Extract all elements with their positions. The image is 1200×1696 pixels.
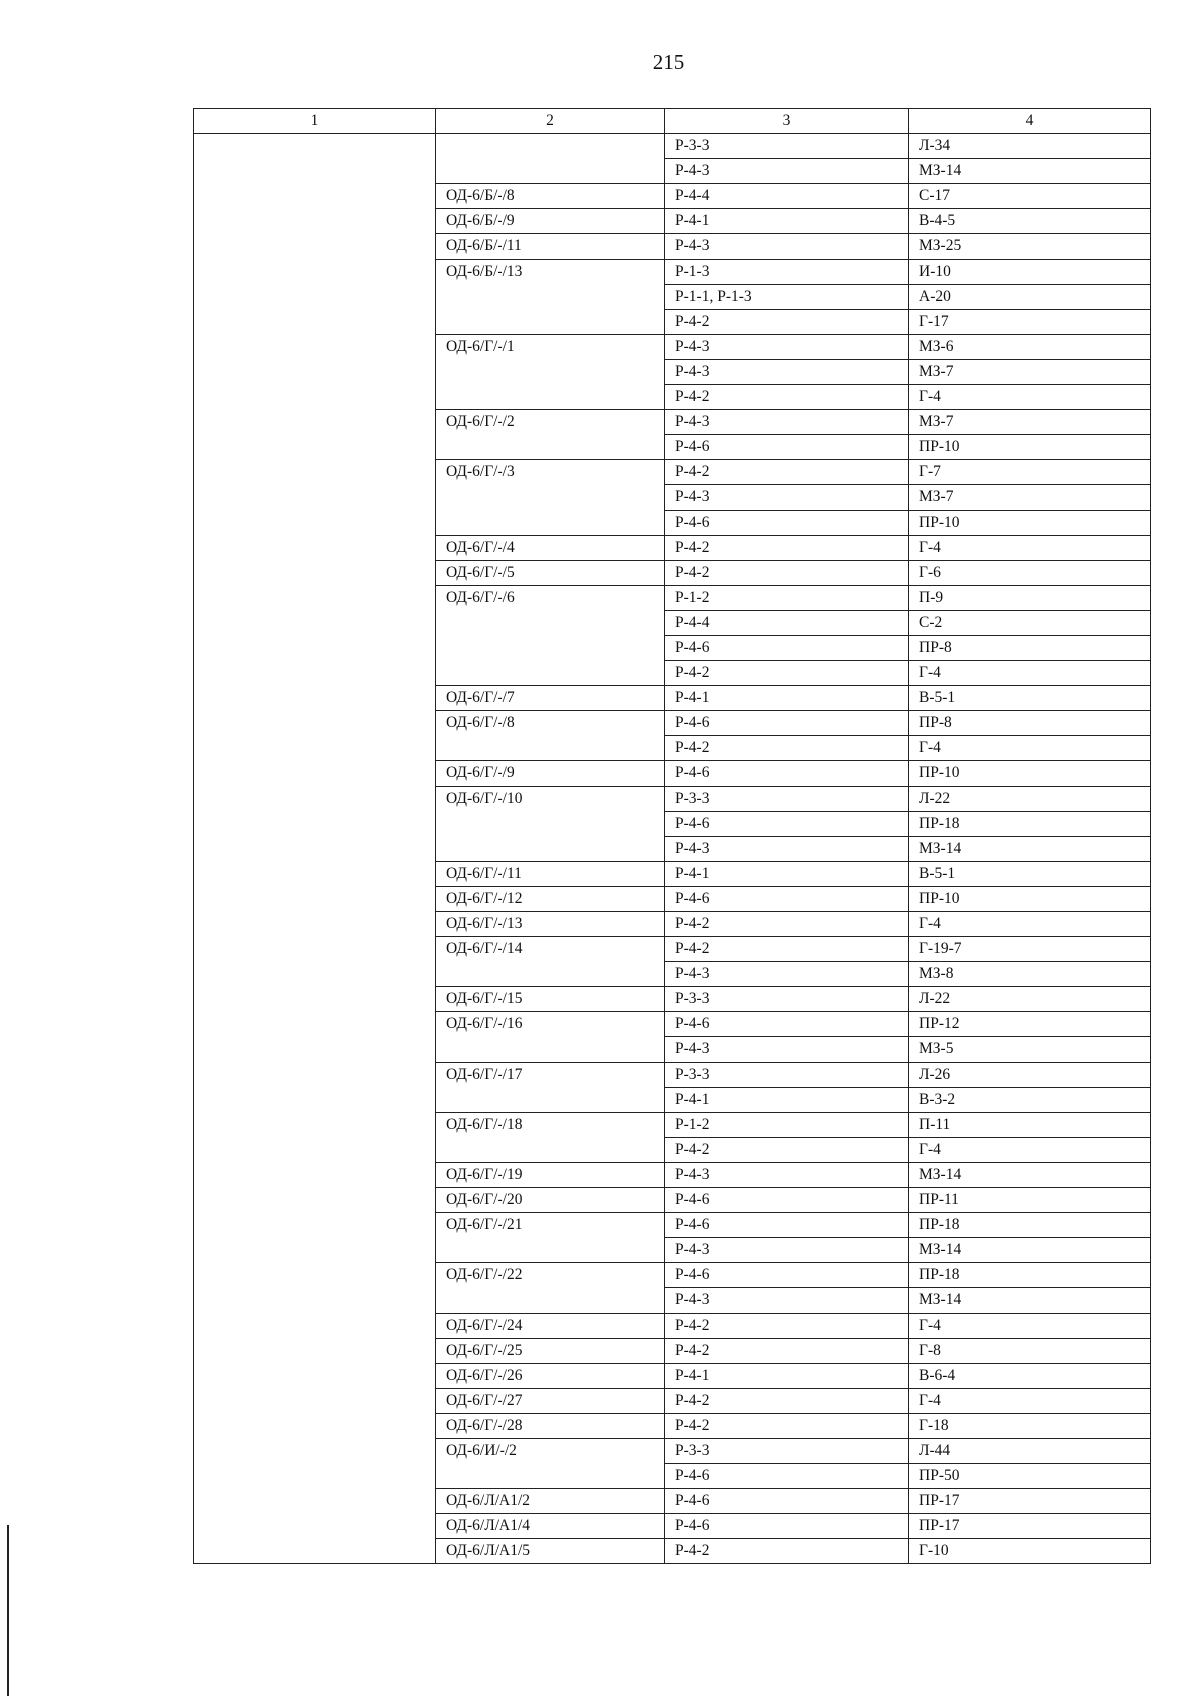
reference-cell: Р-4-2	[665, 1388, 909, 1413]
index-cell: Л-34	[909, 134, 1151, 159]
reference-cell: Р-4-3	[665, 234, 909, 259]
index-cell: Л-44	[909, 1438, 1151, 1463]
object-code-cell: ОД-6/Г/-/4	[436, 535, 665, 560]
index-cell: МЗ-6	[909, 334, 1151, 359]
index-cell: ПР-50	[909, 1464, 1151, 1489]
index-cell: П-9	[909, 585, 1151, 610]
index-cell: МЗ-14	[909, 1288, 1151, 1313]
reference-cell: Р-4-6	[665, 435, 909, 460]
column-header-3: 3	[665, 109, 909, 134]
object-code-cell: ОД-6/Г/-/28	[436, 1413, 665, 1438]
object-code-cell: ОД-6/Б/-/8	[436, 184, 665, 209]
index-cell: ПР-12	[909, 1012, 1151, 1037]
reference-cell: Р-4-6	[665, 1012, 909, 1037]
object-code-cell: ОД-6/Г/-/12	[436, 886, 665, 911]
index-cell: С-17	[909, 184, 1151, 209]
page-number: 215	[652, 50, 685, 74]
index-cell: МЗ-7	[909, 485, 1151, 510]
reference-cell: Р-1-3	[665, 259, 909, 284]
index-cell: МЗ-7	[909, 359, 1151, 384]
reference-cell: Р-4-6	[665, 1489, 909, 1514]
reference-cell: Р-1-2	[665, 585, 909, 610]
reference-cell: Р-4-3	[665, 359, 909, 384]
index-cell: В-6-4	[909, 1363, 1151, 1388]
object-code-cell: ОД-6/Г/-/27	[436, 1388, 665, 1413]
index-cell: Л-22	[909, 987, 1151, 1012]
index-cell: ПР-8	[909, 711, 1151, 736]
reference-cell: Р-3-3	[665, 987, 909, 1012]
reference-cell: Р-3-3	[665, 1438, 909, 1463]
object-code-cell: ОД-6/И/-/2	[436, 1438, 665, 1488]
object-code-cell: ОД-6/Г/-/22	[436, 1263, 665, 1313]
index-cell: МЗ-7	[909, 410, 1151, 435]
reference-cell: Р-4-1	[665, 1363, 909, 1388]
reference-cell: Р-4-3	[665, 1288, 909, 1313]
reference-cell: Р-4-3	[665, 1037, 909, 1062]
object-code-cell: ОД-6/Б/-/9	[436, 209, 665, 234]
object-code-cell: ОД-6/Г/-/2	[436, 410, 665, 460]
index-cell: П-11	[909, 1112, 1151, 1137]
index-cell: ПР-10	[909, 886, 1151, 911]
index-cell: МЗ-25	[909, 234, 1151, 259]
index-cell: И-10	[909, 259, 1151, 284]
object-code-cell: ОД-6/Г/-/17	[436, 1062, 665, 1112]
index-cell: Г-6	[909, 560, 1151, 585]
index-cell: В-3-2	[909, 1087, 1151, 1112]
index-cell: Г-4	[909, 912, 1151, 937]
reference-cell: Р-4-6	[665, 1188, 909, 1213]
index-cell: В-4-5	[909, 209, 1151, 234]
object-code-cell: ОД-6/Г/-/3	[436, 460, 665, 535]
reference-cell: Р-4-2	[665, 535, 909, 560]
index-cell: Л-26	[909, 1062, 1151, 1087]
index-cell: ПР-18	[909, 1213, 1151, 1238]
object-code-cell: ОД-6/Г/-/15	[436, 987, 665, 1012]
reference-cell: Р-4-6	[665, 811, 909, 836]
reference-cell: Р-4-4	[665, 184, 909, 209]
index-cell: Г-8	[909, 1338, 1151, 1363]
reference-cell: Р-4-3	[665, 485, 909, 510]
object-code-cell: ОД-6/Г/-/6	[436, 585, 665, 685]
reference-cell: Р-4-2	[665, 937, 909, 962]
object-code-cell: ОД-6/Г/-/10	[436, 786, 665, 861]
index-cell: МЗ-8	[909, 962, 1151, 987]
object-code-cell: ОД-6/Г/-/26	[436, 1363, 665, 1388]
index-cell: Г-4	[909, 1137, 1151, 1162]
index-cell: МЗ-14	[909, 159, 1151, 184]
reference-cell: Р-4-2	[665, 1338, 909, 1363]
reference-cell: Р-1-1, Р-1-3	[665, 284, 909, 309]
index-cell: Г-18	[909, 1413, 1151, 1438]
object-code-cell: ОД-6/Г/-/7	[436, 686, 665, 711]
column-header-2: 2	[436, 109, 665, 134]
column-1-cell	[194, 134, 436, 1564]
index-cell: МЗ-14	[909, 1162, 1151, 1187]
header-row	[194, 109, 1151, 134]
object-code-cell: ОД-6/Г/-/8	[436, 711, 665, 761]
reference-cell: Р-4-2	[665, 385, 909, 410]
index-cell: Г-19-7	[909, 937, 1151, 962]
object-code-cell: ОД-6/Г/-/24	[436, 1313, 665, 1338]
document-table	[193, 108, 1151, 1564]
reference-cell: Р-4-1	[665, 1087, 909, 1112]
index-cell: ПР-18	[909, 1263, 1151, 1288]
reference-cell: Р-4-2	[665, 1413, 909, 1438]
reference-cell: Р-3-3	[665, 134, 909, 159]
reference-cell: Р-4-6	[665, 1213, 909, 1238]
reference-cell: Р-4-2	[665, 736, 909, 761]
reference-cell: Р-4-3	[665, 962, 909, 987]
object-code-cell: ОД-6/Г/-/1	[436, 334, 665, 409]
object-code-cell: ОД-6/Г/-/20	[436, 1188, 665, 1213]
index-cell: В-5-1	[909, 686, 1151, 711]
reference-cell: Р-4-2	[665, 912, 909, 937]
object-code-cell: ОД-6/Б/-/13	[436, 259, 665, 334]
object-code-cell: ОД-6/Л/А1/2	[436, 1489, 665, 1514]
table-row	[194, 134, 1151, 159]
index-cell: ПР-11	[909, 1188, 1151, 1213]
reference-cell: Р-4-6	[665, 510, 909, 535]
reference-cell: Р-4-3	[665, 334, 909, 359]
reference-cell: Р-4-1	[665, 209, 909, 234]
index-cell: Г-4	[909, 736, 1151, 761]
index-cell: МЗ-5	[909, 1037, 1151, 1062]
column-header-4: 4	[909, 109, 1151, 134]
reference-cell: Р-4-2	[665, 1539, 909, 1564]
reference-cell: Р-4-3	[665, 159, 909, 184]
index-cell: В-5-1	[909, 861, 1151, 886]
index-cell: МЗ-14	[909, 1238, 1151, 1263]
reference-cell: Р-4-3	[665, 410, 909, 435]
reference-cell: Р-1-2	[665, 1112, 909, 1137]
reference-cell: Р-4-3	[665, 1162, 909, 1187]
reference-cell: Р-4-6	[665, 761, 909, 786]
object-code-cell: ОД-6/Г/-/21	[436, 1213, 665, 1263]
object-code-cell: ОД-6/Г/-/13	[436, 912, 665, 937]
object-code-cell: ОД-6/Л/А1/4	[436, 1514, 665, 1539]
index-cell: ПР-10	[909, 510, 1151, 535]
reference-cell: Р-4-6	[665, 711, 909, 736]
table-body	[194, 134, 1151, 1564]
reference-cell: Р-4-2	[665, 460, 909, 485]
object-code-cell: ОД-6/Г/-/14	[436, 937, 665, 987]
index-cell: Г-7	[909, 460, 1151, 485]
reference-cell: Р-4-2	[665, 1313, 909, 1338]
reference-cell: Р-3-3	[665, 1062, 909, 1087]
reference-cell: Р-4-2	[665, 1137, 909, 1162]
index-cell: МЗ-14	[909, 836, 1151, 861]
index-cell: ПР-10	[909, 761, 1151, 786]
object-code-cell	[436, 134, 665, 184]
index-cell: ПР-17	[909, 1514, 1151, 1539]
margin-scan-line	[7, 1525, 9, 1696]
object-code-cell: ОД-6/Г/-/19	[436, 1162, 665, 1187]
index-cell: ПР-10	[909, 435, 1151, 460]
index-cell: Г-4	[909, 1313, 1151, 1338]
index-cell: Г-4	[909, 661, 1151, 686]
index-cell: ПР-18	[909, 811, 1151, 836]
index-cell: ПР-17	[909, 1489, 1151, 1514]
object-code-cell: ОД-6/Г/-/5	[436, 560, 665, 585]
column-header-1: 1	[194, 109, 436, 134]
reference-cell: Р-4-3	[665, 836, 909, 861]
reference-cell: Р-4-6	[665, 1464, 909, 1489]
index-cell: Г-4	[909, 385, 1151, 410]
index-cell: Г-17	[909, 309, 1151, 334]
reference-cell: Р-4-6	[665, 635, 909, 660]
reference-cell: Р-4-4	[665, 610, 909, 635]
reference-cell: Р-4-6	[665, 1263, 909, 1288]
index-cell: Л-22	[909, 786, 1151, 811]
reference-cell: Р-4-2	[665, 560, 909, 585]
index-cell: А-20	[909, 284, 1151, 309]
object-code-cell: ОД-6/Г/-/18	[436, 1112, 665, 1162]
index-cell: С-2	[909, 610, 1151, 635]
reference-cell: Р-4-1	[665, 861, 909, 886]
object-code-cell: ОД-6/Л/А1/5	[436, 1539, 665, 1564]
object-code-cell: ОД-6/Г/-/11	[436, 861, 665, 886]
object-code-cell: ОД-6/Г/-/16	[436, 1012, 665, 1062]
reference-cell: Р-4-3	[665, 1238, 909, 1263]
object-code-cell: ОД-6/Г/-/25	[436, 1338, 665, 1363]
index-cell: ПР-8	[909, 635, 1151, 660]
index-cell: Г-10	[909, 1539, 1151, 1564]
reference-cell: Р-4-6	[665, 886, 909, 911]
reference-cell: Р-4-6	[665, 1514, 909, 1539]
table-header	[194, 109, 1151, 134]
reference-cell: Р-3-3	[665, 786, 909, 811]
reference-cell: Р-4-1	[665, 686, 909, 711]
index-cell: Г-4	[909, 1388, 1151, 1413]
object-code-cell: ОД-6/Г/-/9	[436, 761, 665, 786]
index-cell: Г-4	[909, 535, 1151, 560]
reference-cell: Р-4-2	[665, 661, 909, 686]
reference-cell: Р-4-2	[665, 309, 909, 334]
object-code-cell: ОД-6/Б/-/11	[436, 234, 665, 259]
